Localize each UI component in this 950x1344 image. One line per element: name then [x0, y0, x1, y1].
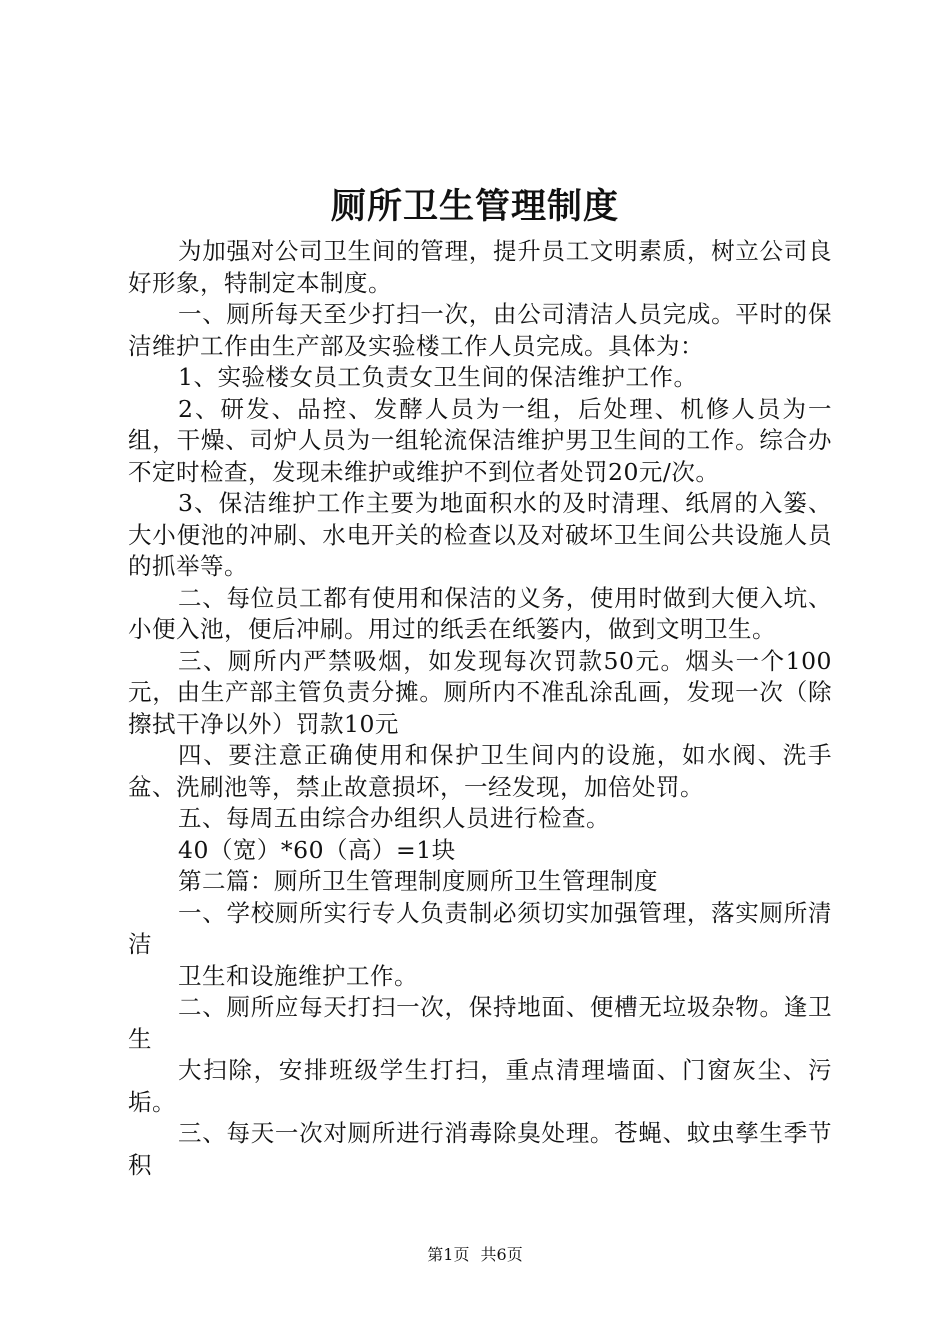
page-footer [0, 1243, 950, 1267]
paragraph-intro: 为加强对公司卫生间的管理，提升员工文明素质，树立公司良好形象，特制定本制度。 [128, 237, 832, 297]
paragraph-part-two-heading: 第二篇：厕所卫生管理制度厕所卫生管理制度 [178, 867, 658, 895]
paragraph-part-two-section-1: 一、学校厕所实行专人负责制必须切实加强管理，落实厕所清洁 [128, 898, 832, 958]
paragraph-section-2: 二、每位员工都有使用和保洁的义务，使用时做到大便入坑、小便入池，便后冲刷。用过的纸丢在纸篓内，做到文明卫生。 [128, 583, 832, 643]
paragraph-item-3: 3、保洁维护工作主要为地面积水的及时清理、纸屑的入篓、大小便池的冲刷、水电开关的检查以及对破坏卫生间公共设施人员的抓举等。 [128, 489, 832, 580]
document-title: 厕所卫生管理制度 [330, 186, 619, 227]
paragraph-section-1: 一、厕所每天至少打扫一次，由公司清洁人员完成。平时的保洁维护工作由生产部及实验楼工作人员完成。具体为： [128, 300, 832, 360]
paragraph-section-4: 四、要注意正确使用和保护卫生间内的设施，如水阀、洗手盆、洗刷池等，禁止故意损坏，一经发现，加倍处罚。 [128, 741, 832, 801]
paragraph-part-two-section-2-cont: 大扫除，安排班级学生打扫，重点清理墙面、门窗灰尘、污垢。 [128, 1056, 832, 1116]
document-body [128, 236, 832, 1181]
paragraph-part-two-section-3: 三、每天一次对厕所进行消毒除臭处理。苍蝇、蚊虫孳生季节积 [128, 1119, 832, 1179]
page-number: 第1页 [427, 1245, 470, 1264]
paragraph-section-3: 三、厕所内严禁吸烟，如发现每次罚款50元。烟头一个100元，由生产部主管负责分摊。厕所内不准乱涂乱画，发现一次（除擦拭干净以外）罚款10元 [128, 646, 832, 738]
paragraph-part-two-section-2: 二、厕所应每天打扫一次，保持地面、便槽无垃圾杂物。逢卫生 [128, 993, 832, 1053]
paragraph-size-note: 40（宽）*60（高）=1块 [178, 835, 456, 864]
paragraph-item-1: 1、实验楼女员工负责女卫生间的保洁维护工作。 [178, 363, 698, 391]
page-total: 共6页 [480, 1245, 523, 1264]
paragraph-item-2: 2、研发、品控、发酵人员为一组，后处理、机修人员为一组，干燥、司炉人员为一组轮流保洁维护男卫生间的工作。综合办不定时检查，发现未维护或维护不到位者处罚20元/次。 [128, 394, 832, 486]
paragraph-section-5: 五、每周五由综合办组织人员进行检查。 [178, 804, 610, 832]
paragraph-part-two-section-1-cont: 卫生和设施维护工作。 [178, 961, 418, 990]
